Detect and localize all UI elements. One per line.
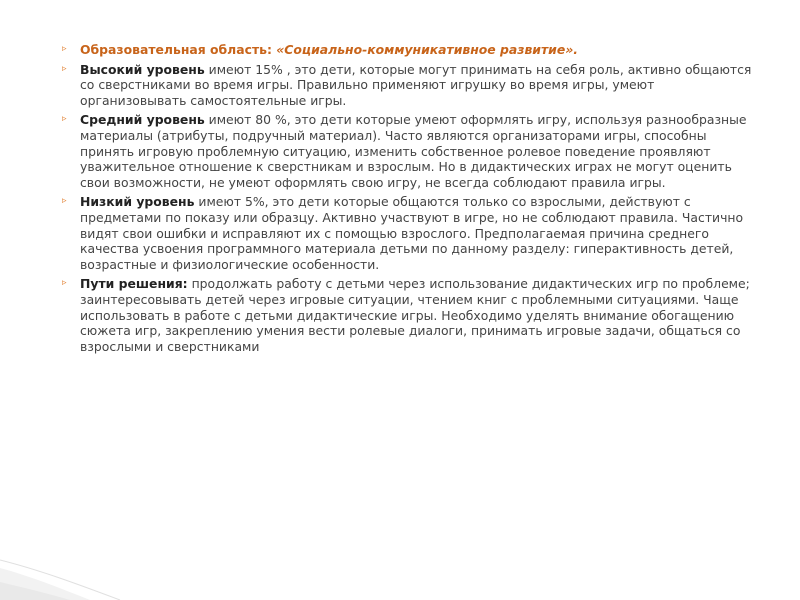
- area-label: Образовательная область:: [80, 42, 272, 57]
- medium-level-heading: Средний уровень: [80, 112, 205, 128]
- high-level-heading: Высокий уровень: [80, 61, 205, 77]
- list-item-low-level: [62, 194, 752, 272]
- bullet-icon: ▹: [62, 278, 67, 289]
- corner-wave-decoration: [0, 490, 140, 600]
- bullet-icon: ▹: [62, 63, 67, 74]
- list-item-area: [62, 42, 752, 58]
- low-level-text: имеют 5%, это дети которые общаются только со взрослыми, действуют с предметами по показу или образцу. Активно участвуют в игре, но не соблюдают правила. Частично видят свои ошибки и исправляют их с помощью взрослого. Предполагаемая причина среднего качества усвоения программного материала детьми по данному разделу: гиперактивность детей, возрастные и физиологические особенности.: [80, 194, 744, 272]
- list-item-solutions: [62, 276, 752, 354]
- list-item-high-level: [62, 62, 752, 109]
- solutions-text: продолжать работу с детьми через использование дидактических игр по проблеме; заинтересовывать детей через игровые ситуации, чтением книг с проблемными ситуациями. Чаще использовать в работе с детьми дидактические игры. Необходимо уделять внимание обогащению сюжета игр, закреплению умения вести ролевые диалоги, принимать игровые задачи, общаться со взрослыми и сверстниками: [80, 276, 750, 354]
- low-level-heading: Низкий уровень: [80, 194, 195, 210]
- area-title: «Социально-коммуникативное развитие».: [271, 42, 579, 57]
- text-body: [62, 42, 752, 358]
- bullet-icon: ▹: [62, 114, 67, 125]
- list-item-medium-level: [62, 112, 752, 190]
- high-level-text: имеют 15% , это дети, которые могут принимать на себя роль, активно общаются со сверстниками во время игры. Правильно применяют игрушку во время игры, умеют организовывать самостоятельные игры.: [80, 61, 752, 108]
- bullet-icon: ▹: [62, 44, 67, 54]
- solutions-heading: Пути решения:: [80, 276, 188, 292]
- bullet-icon: ▹: [62, 196, 67, 207]
- medium-level-text: имеют 80 %, это дети которые умеют оформлять игру, используя разнообразные материалы (атрибуты, подручный материал). Часто являются организаторами игры, способны принять игровую проблемную ситуацию, изменить собственное ролевое поведение проявляют уважительное отношение к сверстникам и взрослым. Но в дидактических играх не могут оценить свои возможности, не умеют оформлять свою игру, не всегда соблюдают правила игры.: [80, 112, 747, 190]
